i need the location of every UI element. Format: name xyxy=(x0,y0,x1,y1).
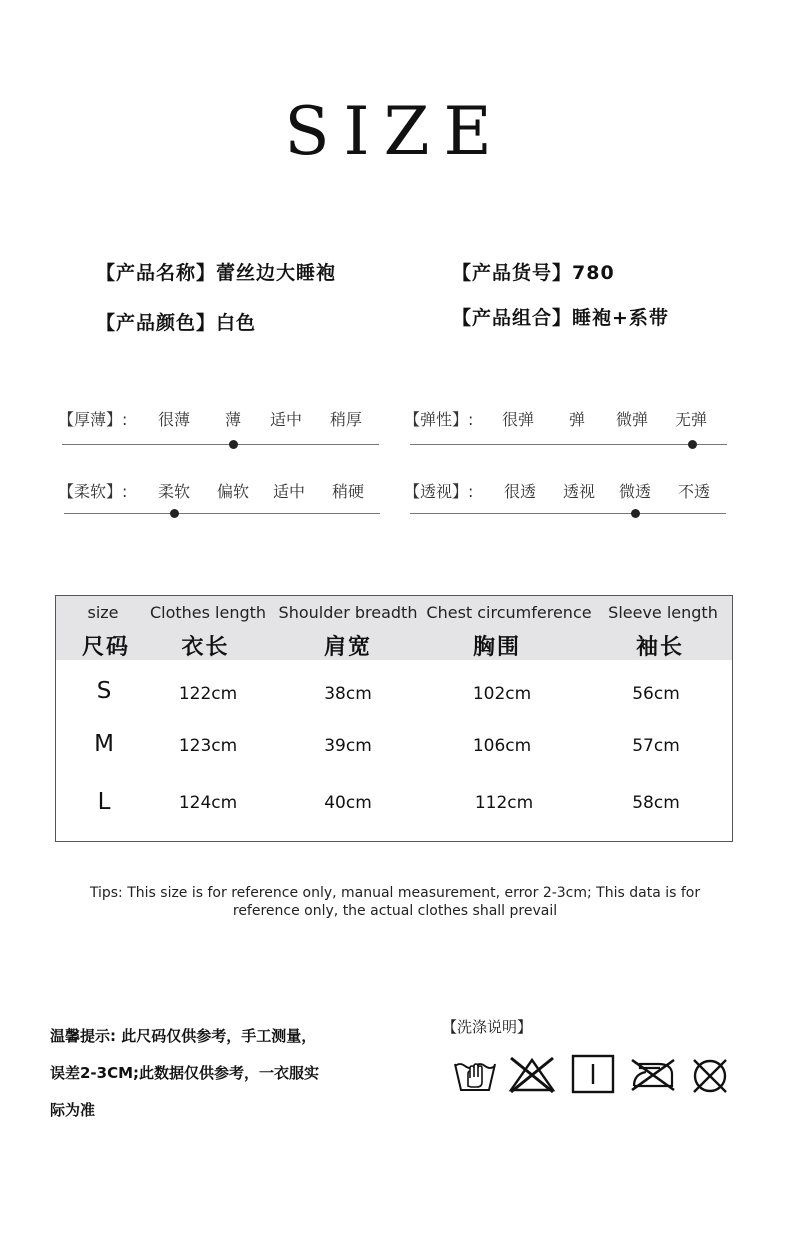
table-row-size: L xyxy=(97,789,111,815)
do-not-dry-clean-icon xyxy=(690,1054,730,1094)
scale-marker xyxy=(631,509,640,518)
tips-chinese-line: 温馨提示: 此尺码仅供参考，手工测量， xyxy=(50,1027,317,1045)
scale-marker xyxy=(229,440,238,449)
table-cell-length: 123cm xyxy=(178,736,238,756)
header-length-en: Clothes length xyxy=(149,603,267,622)
scale-option: 很透 xyxy=(504,482,537,501)
header-shoulder-en: Shoulder breadth xyxy=(278,603,418,622)
do-not-iron-icon xyxy=(628,1054,678,1094)
product-name: 【产品名称】蕾丝边大睡袍 xyxy=(96,262,337,284)
tips-chinese-line: 际为准 xyxy=(50,1101,96,1119)
scale-option: 偏软 xyxy=(217,482,250,501)
header-size-en: size xyxy=(87,603,119,622)
table-row-size: S xyxy=(96,678,112,704)
scale-option: 无弹 xyxy=(675,410,708,429)
table-cell-length: 122cm xyxy=(178,684,238,704)
scale-option: 适中 xyxy=(273,482,306,501)
scale-track xyxy=(410,513,726,514)
scale-option: 透视 xyxy=(563,482,596,501)
scale-marker xyxy=(688,440,697,449)
scale-option: 适中 xyxy=(270,410,303,429)
scale-option: 很弹 xyxy=(502,410,535,429)
scale-option: 柔软 xyxy=(158,482,191,501)
scale-option: 薄 xyxy=(225,410,242,429)
table-row-size: M xyxy=(94,731,114,757)
scale-track xyxy=(64,513,380,514)
tips-chinese xyxy=(50,1018,390,1129)
scale-label: 【柔软】: xyxy=(58,482,128,501)
scale-option: 不透 xyxy=(678,482,711,501)
tips-english xyxy=(60,884,730,920)
table-cell-shoulder: 39cm xyxy=(324,736,372,756)
header-sleeve-zh: 袖长 xyxy=(635,635,684,660)
tips-english-line: Tips: This size is for reference only, manual measurement, error 2-3cm; This data is for xyxy=(89,885,701,901)
header-sleeve-en: Sleeve length xyxy=(608,603,718,622)
do-not-bleach-icon xyxy=(507,1054,557,1094)
product-color: 【产品颜色】白色 xyxy=(96,312,257,334)
tumble-dry-low-icon xyxy=(571,1054,615,1094)
product-combo: 【产品组合】睡袍+系带 xyxy=(452,307,669,329)
header-chest-zh: 胸围 xyxy=(472,635,521,660)
table-cell-sleeve: 57cm xyxy=(632,736,680,756)
scale-track xyxy=(62,444,379,445)
scale-track xyxy=(410,444,727,445)
header-chest-en: Chest circumference xyxy=(426,603,592,622)
table-cell-sleeve: 56cm xyxy=(632,684,680,704)
table-cell-chest: 102cm xyxy=(472,684,532,704)
page-title: SIZE xyxy=(284,93,506,170)
tips-english-line: reference only, the actual clothes shall prevail xyxy=(232,903,558,919)
scale-option: 微透 xyxy=(619,482,652,501)
product-sku: 【产品货号】780 xyxy=(452,262,615,284)
table-cell-sleeve: 58cm xyxy=(632,793,680,813)
hand-wash-icon xyxy=(453,1054,497,1094)
scale-option: 稍厚 xyxy=(330,410,363,429)
scale-option: 稍硬 xyxy=(332,482,365,501)
scale-label: 【弹性】: xyxy=(404,410,474,429)
table-cell-chest: 106cm xyxy=(472,736,532,756)
table-cell-shoulder: 38cm xyxy=(324,684,372,704)
table-cell-chest: 112cm xyxy=(474,793,534,813)
scale-label: 【厚薄】: xyxy=(58,410,128,429)
scale-label: 【透视】: xyxy=(404,482,474,501)
wash-title: 【洗涤说明】 xyxy=(442,1018,533,1036)
scale-option: 微弹 xyxy=(616,410,649,429)
header-length-zh: 衣长 xyxy=(181,635,230,660)
tips-chinese-line: 误差2-3CM;此数据仅供参考，一衣服实 xyxy=(50,1064,320,1082)
header-shoulder-zh: 肩宽 xyxy=(323,635,372,660)
scale-option: 弹 xyxy=(569,410,586,429)
table-cell-shoulder: 40cm xyxy=(324,793,372,813)
header-size-zh: 尺码 xyxy=(81,635,130,660)
table-cell-length: 124cm xyxy=(178,793,238,813)
scale-option: 很薄 xyxy=(158,410,191,429)
scale-marker xyxy=(170,509,179,518)
